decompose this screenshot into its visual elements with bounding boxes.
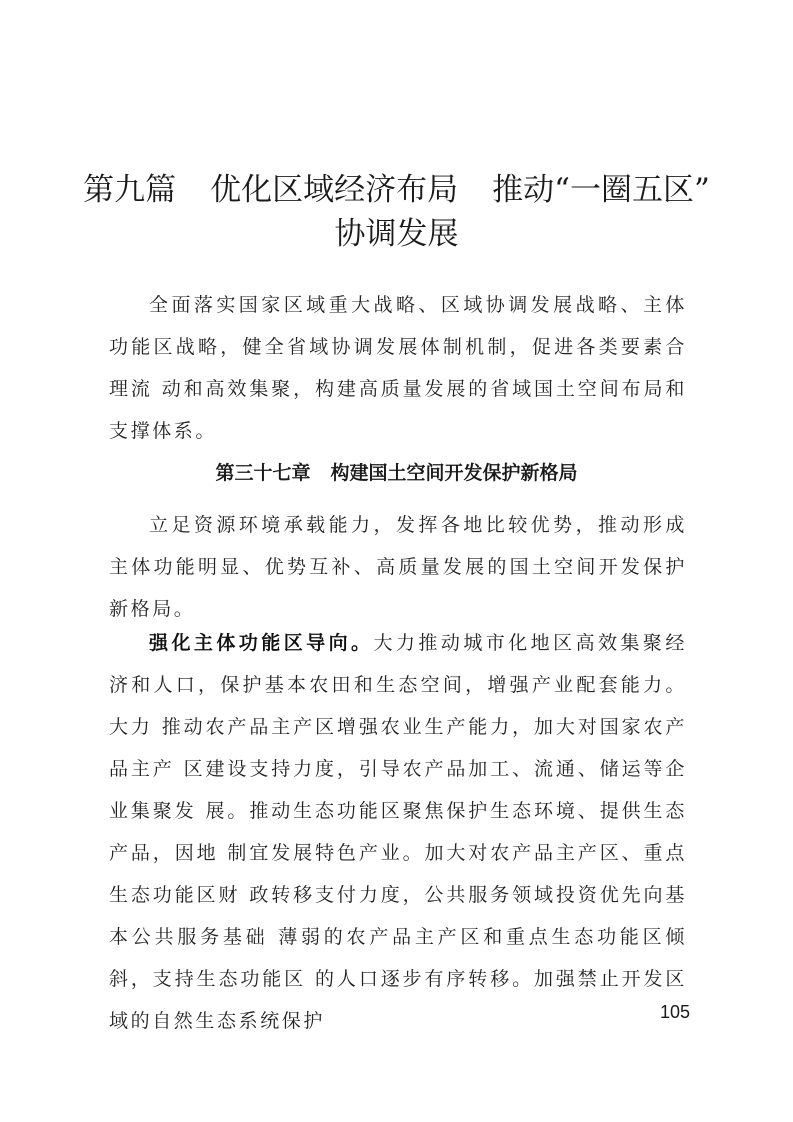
chapter-intro-paragraph: 立足资源环境承载能力，发挥各地比较优势，推动形成主体功能明显、优势互补、高质量发展的国土空间开发保护新格局。 (109, 514, 687, 620)
part-topic: 推动“一圈五区” (492, 172, 710, 208)
part-heading: 优化区域经济布局 (210, 172, 459, 208)
intro-paragraph: 全面落实国家区域重大战略、区域协调发展战略、主体功能区战略，健全省域协调发展体制机制，促进各类要素合理流 动和高效集聚，构建高质量发展的省域国土空间布局和支撑体系。 (109, 294, 687, 442)
section-body: 大力推动城市化地区高效集聚经济和人口，保护基本农田和生态空间，增强产业配套能力。大力 推动农产品主产区增强农业生产能力，加大对国家农产品主产 区建设支持力度，引导农产品加工、流通、储运等企业集聚发 展。推动生态功能区聚焦保护生态环境、提供生态产品，因地 制宜发展特色产业。加大对农产品主产区、重点生态功能区财 政转移支付力度，公共服务领域投资优先向基本公共服务基础 薄弱的农产品主产区和重点生态功能区倾斜，支持生态功能区 的人口逐步有序转移。加强禁止开发区域的自然生态系统保护 (109, 632, 687, 1032)
part-title (60, 168, 733, 256)
part-title-line-2: 协调发展 (334, 216, 459, 252)
chapter-number: 第三十七章 (215, 462, 311, 484)
page-number: 105 (659, 1002, 690, 1022)
chapter-title (60, 458, 733, 488)
section-lead: 强化主体功能区导向。 (149, 632, 374, 654)
chapter-heading: 构建国土空间开发保护新格局 (330, 462, 578, 484)
section-paragraph (109, 622, 687, 1042)
part-number: 第九篇 (83, 172, 177, 208)
part-title-line-1 (60, 168, 733, 212)
